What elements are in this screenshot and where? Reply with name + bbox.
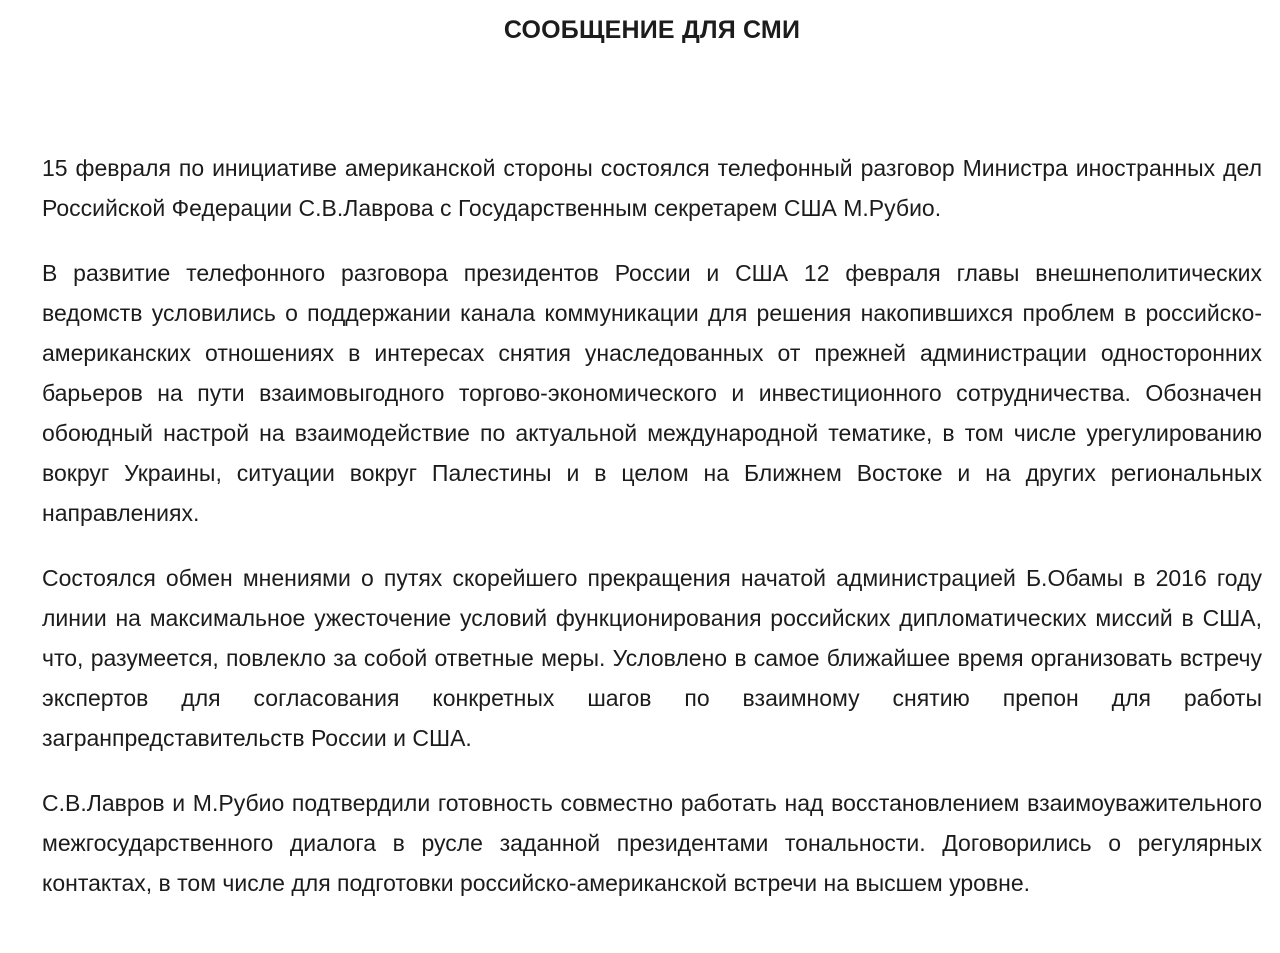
paragraph-3: Состоялся обмен мнениями о путях скорейшего прекращения начатой администрацией Б.Обамы в 2016 году линии на максимальное ужесточение условий функционирования российских дипломатических миссий в США, что, разумеется, повлекло за собой ответные меры. Условлено в самое ближайшее время организовать встречу экспертов для согласования конкретных шагов по взаимному снятию препон для работы загранпредставительств России и США.	[42, 565, 1262, 751]
document-title: СООБЩЕНИЕ ДЛЯ СМИ	[503, 16, 801, 44]
paragraph-1: 15 февраля по инициативе американской стороны состоялся телефонный разговор Министра иностранных дел Российской Федерации С.В.Лаврова с Государственным секретарем США М.Рубио.	[42, 155, 1262, 221]
paragraph-2: В развитие телефонного разговора президентов России и США 12 февраля главы внешнеполитических ведомств условились о поддержании канала коммуникации для решения накопившихся проблем в российско-американских отношениях в интересах снятия унаследованных от прежней администрации односторонних барьеров на пути взаимовыгодного торгово-экономического и инвестиционного сотрудничества. Обозначен обоюдный настрой на взаимодействие по актуальной международной тематике, в том числе урегулированию вокруг Украины, ситуации вокруг Палестины и в целом на Ближнем Востоке и на других региональных направлениях.	[42, 260, 1262, 526]
paragraph-4: С.В.Лавров и М.Рубио подтвердили готовность совместно работать над восстановлением взаимоуважительного межгосударственного диалога в русле заданной президентами тональности. Договорились о регулярных контактах, в том числе для подготовки российско-американской встречи на высшем уровне.	[42, 790, 1262, 896]
